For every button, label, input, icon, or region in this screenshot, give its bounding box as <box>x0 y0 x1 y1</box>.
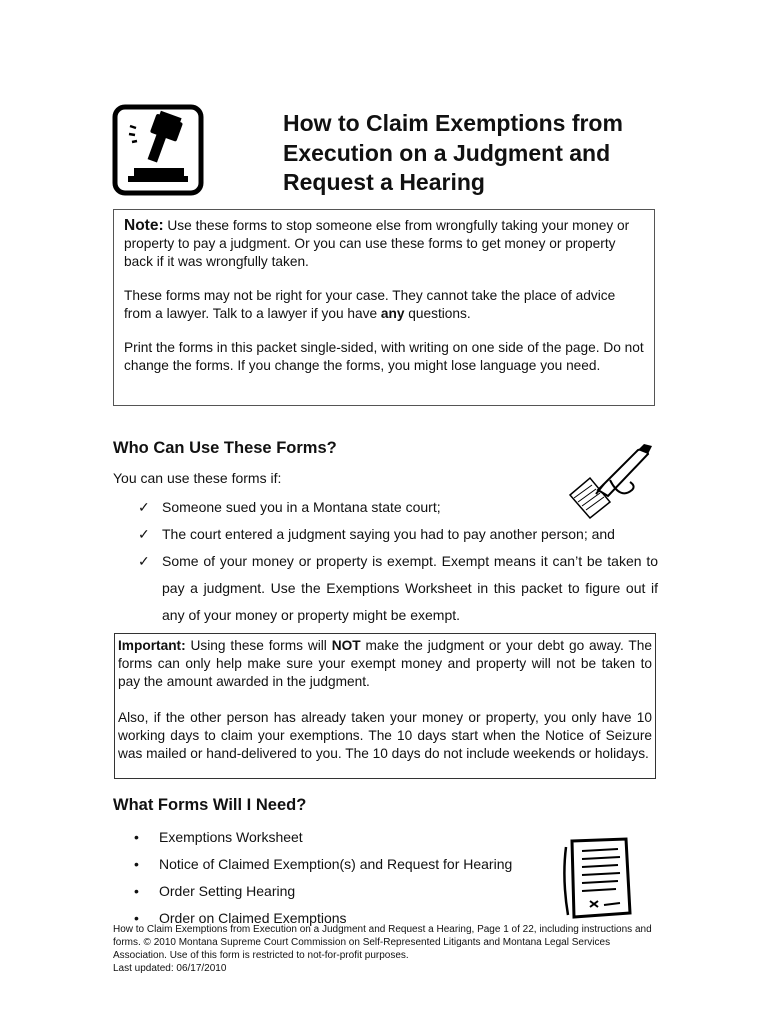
bullet-icon: • <box>134 856 139 872</box>
important-paragraph-2: Also, if the other person has already taken your money or property, you only have 10 working days to claim your exemptions. The 10 days start when the Notice of Seizure was mailed or hand-delivered to you. The 10 days do not include weekends or holidays. <box>118 710 652 761</box>
important-paragraph-1 <box>118 637 652 691</box>
important-text-1a: Using these forms will <box>185 638 332 653</box>
important-label: Important: <box>118 638 186 653</box>
important-emphasis: NOT <box>331 638 361 653</box>
list-item <box>134 851 512 878</box>
list-item <box>138 521 658 548</box>
who-intro: You can use these forms if: <box>113 470 282 486</box>
note-label: Note: <box>124 217 164 234</box>
note-text-2c: questions. <box>404 306 471 321</box>
list-item-text: Order on Claimed Exemptions <box>159 910 347 926</box>
page-footer <box>113 923 653 975</box>
document-icon <box>560 835 640 920</box>
note-paragraph-2 <box>124 287 644 323</box>
note-paragraph-3: Print the forms in this packet single-sided, with writing on one side of the page. Do not change the forms. If you change the forms, you might lose language you need. <box>124 340 644 373</box>
forms-list <box>134 824 512 932</box>
page-title: How to Claim Exemptions from Execution on a Judgment and Request a Hearing <box>283 110 623 195</box>
list-item <box>138 494 658 521</box>
important-text-1c: make the judgment or your debt go away. The forms can only help make sure your exempt money and property will not be taken to pay the amount awarded in the judgment. <box>118 638 653 689</box>
bullet-icon: • <box>134 910 139 926</box>
gavel-icon <box>112 104 204 196</box>
note-text-1: Use these forms to stop someone else from wrongfully taking your money or property to pay a judgment. Or you can use these forms to get money or property back if it was wrongfully taken. <box>124 218 630 269</box>
who-heading: Who Can Use These Forms? <box>113 439 337 457</box>
list-item <box>138 548 658 629</box>
list-item-text: Exemptions Worksheet <box>159 829 303 845</box>
footer-citation: How to Claim Exemptions from Execution on a Judgment and Request a Hearing, Page 1 of 22, including instructions and forms. © 2010 Montana Supreme Court Commission on Self-Represented Litigants and Montana Legal Services Association. Use of this form is restricted to not-for-profit purposes. <box>113 924 652 961</box>
list-item-text: Someone sued you in a Montana state court; <box>162 499 441 515</box>
note-paragraph-1 <box>124 217 644 271</box>
list-item-text: Some of your money or property is exempt. Exempt means it can’t be taken to pay a judgment. Use the Exemptions Worksheet in this packet to figure out if any of your money or property might be exempt. <box>162 553 658 623</box>
note-text-2-emphasis: any <box>380 306 405 321</box>
note-text-2a: These forms may not be right for your case. They cannot take the place of advice from a lawyer. Talk to a lawyer if you have <box>124 288 616 321</box>
list-item-text: The court entered a judgment saying you had to pay another person; and <box>162 526 615 542</box>
list-item-text: Notice of Claimed Exemption(s) and Request for Hearing <box>159 856 513 872</box>
check-icon: ✓ <box>138 526 150 542</box>
list-item <box>134 878 512 905</box>
list-item-text: Order Setting Hearing <box>159 883 296 899</box>
who-checklist <box>138 494 658 629</box>
check-icon: ✓ <box>138 553 150 569</box>
note-box <box>113 209 655 406</box>
footer-updated: Last updated: 06/17/2010 <box>113 963 227 974</box>
list-item <box>134 824 512 851</box>
check-icon: ✓ <box>138 499 150 515</box>
bullet-icon: • <box>134 883 139 899</box>
important-box <box>114 633 656 779</box>
bullet-icon: • <box>134 829 139 845</box>
what-heading: What Forms Will I Need? <box>113 796 307 814</box>
